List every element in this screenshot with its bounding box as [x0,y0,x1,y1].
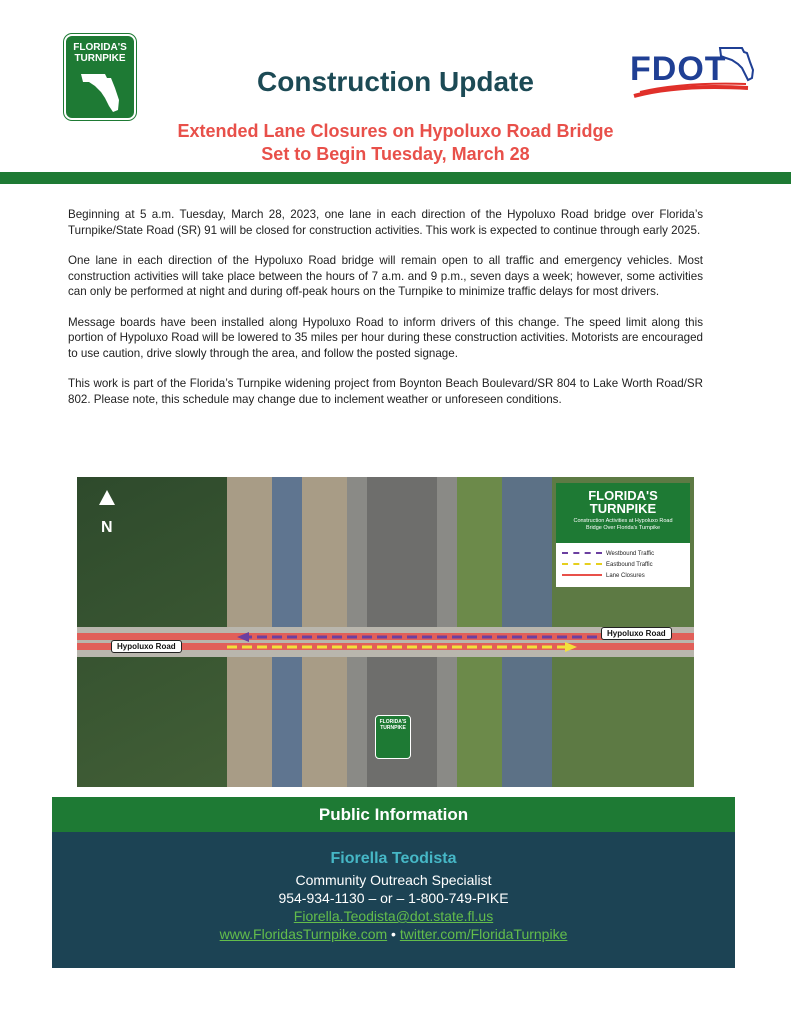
legend-label: Lane Closures [606,573,645,579]
legend-title-line1: FLORIDA'S [588,488,658,503]
paragraph: One lane in each direction of the Hypoluxo Road bridge will remain open to all traffic and emergency vehicles. Most construction activities will take place between the hours of 7 a.m. and 9 p.m., seven days a week; however, some activities can only be performed at night and during off-peak hours on the Turnpike to minimize traffic delays for most drivers. [68,254,703,298]
contact-name: Fiorella Teodista [330,850,457,867]
logo-text-line2: TURNPIKE [74,53,126,64]
contact-email-row [52,908,735,924]
header-divider [0,172,791,184]
paragraph: Beginning at 5 a.m. Tuesday, March 28, 2023, one lane in each direction of the Hypoluxo Road bridge over Florida’s Turnpike/State Road (SR) 91 will be closed for construction activities. This work is expected to continue through early 2025. [68,208,703,237]
shield-text-line2: TURNPIKE [380,725,406,731]
paragraph: Message boards have been installed along Hypoluxo Road to inform drivers of this change. The speed limit along this portion of Hypoluxo Road will be lowered to 35 miles per hour during these construction activities. Motorists are encouraged to use caution, drive slowly through the area, and follow the posted signage. [68,315,703,360]
logo-text-line1: FLORIDA'S [73,42,127,53]
road-label-right: Hypoluxo Road [601,627,672,640]
legend-item-westbound [562,549,654,560]
twitter-link[interactable]: twitter.com/FloridaTurnpike [399,926,568,942]
legend-label: Westbound Traffic [606,551,655,557]
legend-item-eastbound [562,560,654,571]
legend-item-closure [562,571,654,582]
contact-phone: 954-934-1130 – or – 1-800-749-PIKE [278,890,509,906]
subtitle-line1: Extended Lane Closures on Hypoluxo Road Bridge [177,121,614,141]
contact-email-link[interactable]: Fiorella.Teodista@dot.state.fl.us [293,908,494,924]
aerial-map [77,477,694,787]
legend-label: Eastbound Traffic [606,562,653,568]
article-body [68,207,703,422]
turnpike-shield-icon [375,715,411,759]
legend-header [556,483,690,543]
contact-links-row [52,926,735,942]
link-separator: • [391,926,396,942]
road-label-left: Hypoluxo Road [111,640,182,653]
website-link[interactable]: www.FloridasTurnpike.com [219,926,388,942]
page-subtitle [0,120,791,166]
legend-caption-line2: Bridge Over Florida's Turnpike [585,525,661,531]
legend-caption-line1: Construction Activities at Hypoluxo Road [573,518,673,524]
subtitle-line2: Set to Begin Tuesday, March 28 [261,144,530,164]
legend-title-line2: TURNPIKE [589,501,657,516]
shield-text-line1: FLORIDA'S [379,719,407,725]
paragraph: This work is part of the Florida’s Turnpike widening project from Boynton Beach Boulevard/SR 804 to Lake Worth Road/SR 802. Please note, this schedule may change due to inclement weather or unforeseen conditions. [68,377,703,406]
fdot-wordmark: FDOT [630,50,727,88]
map-legend [556,483,690,587]
page-title: Construction Update [257,66,534,97]
north-indicator: N [101,519,113,536]
legend-items [562,549,654,582]
contact-role: Community Outreach Specialist [295,872,492,888]
contact-panel [52,832,735,968]
public-information-heading: Public Information [52,797,735,832]
